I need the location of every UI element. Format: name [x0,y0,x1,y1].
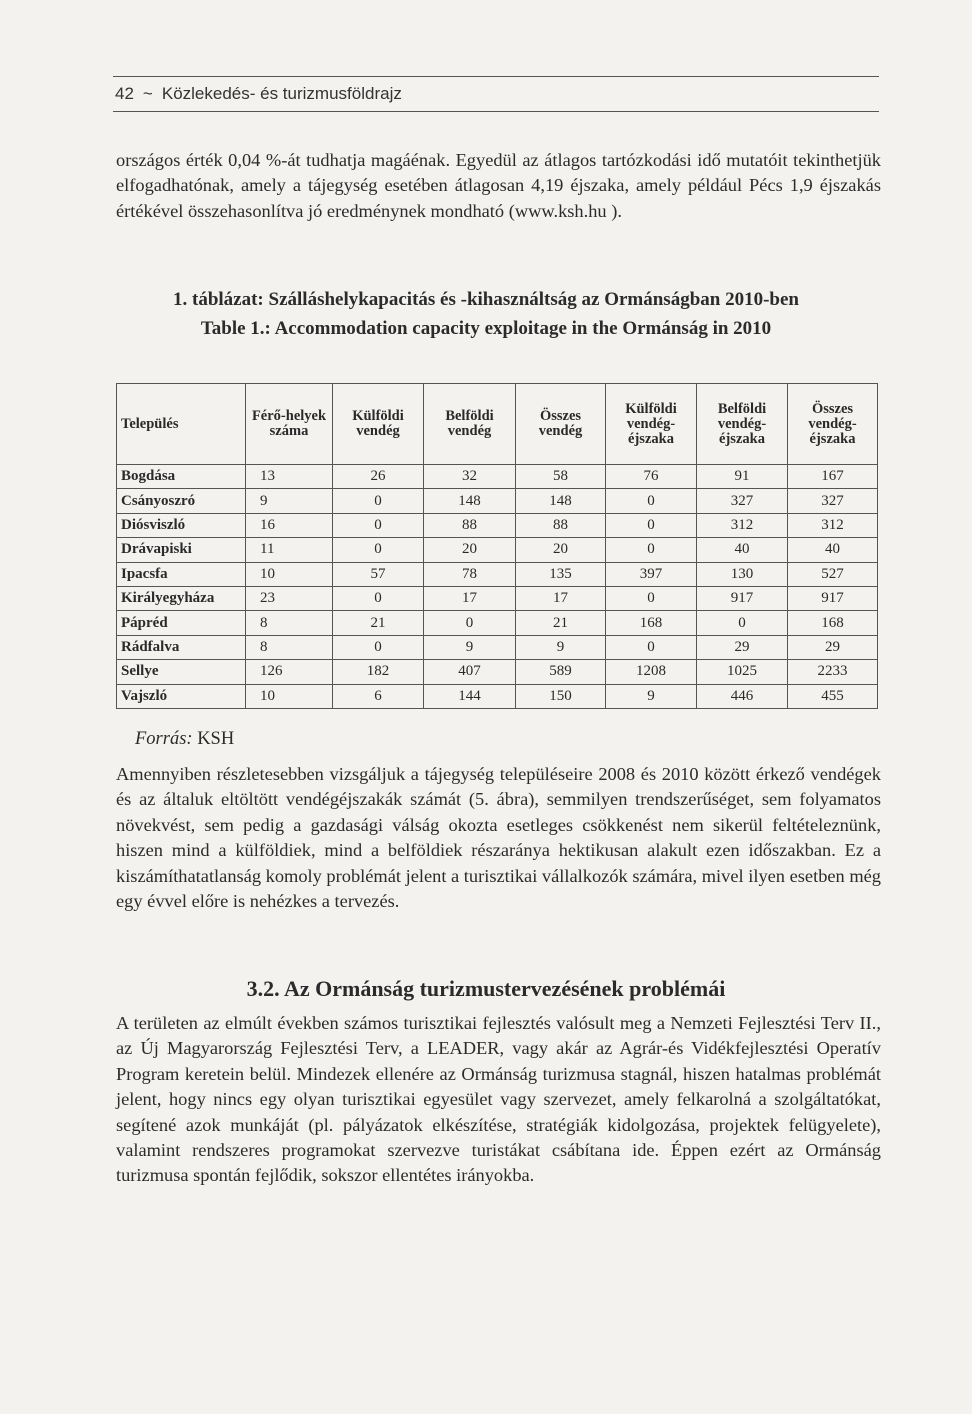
column-header: Belföldi vendég-éjszaka [697,384,788,465]
column-header: Külföldi vendég [333,384,424,465]
settlement-name-cell: Csányoszró [117,489,246,513]
value-cell: 58 [516,465,606,489]
value-cell: 91 [697,465,788,489]
value-cell: 917 [697,586,788,610]
value-cell: 40 [697,538,788,562]
table-row [117,513,878,537]
value-cell: 0 [606,538,697,562]
value-cell: 88 [516,513,606,537]
value-cell: 17 [516,586,606,610]
value-cell: 29 [788,635,878,659]
value-cell: 0 [606,635,697,659]
value-cell: 455 [788,684,878,708]
value-cell: 0 [333,538,424,562]
value-cell: 148 [424,489,516,513]
value-cell: 327 [697,489,788,513]
value-cell: 168 [788,611,878,635]
value-cell: 0 [424,611,516,635]
column-header: Összes vendég-éjszaka [788,384,878,465]
table-caption-english: Table 1.: Accommodation capacity exploitage in the Ormánság in 2010 [200,318,772,339]
table-row [117,660,878,684]
value-cell: 32 [424,465,516,489]
running-title: Közlekedés- és turizmusföldrajz [161,84,402,103]
settlement-name-cell: Diósviszló [117,513,246,537]
table-row [117,538,878,562]
table-row [117,489,878,513]
value-cell: 20 [424,538,516,562]
value-cell: 0 [333,489,424,513]
table-header-row [117,384,878,465]
value-cell: 9 [606,684,697,708]
value-cell: 917 [788,586,878,610]
table-caption-hungarian: 1. táblázat: Szálláshelykapacitás és -kihasználtság az Ormánságban 2010-ben [173,289,799,310]
value-cell: 0 [697,611,788,635]
value-cell: 126 [246,660,333,684]
value-cell: 1025 [697,660,788,684]
table-row [117,586,878,610]
value-cell: 527 [788,562,878,586]
value-cell: 0 [333,635,424,659]
value-cell: 327 [788,489,878,513]
settlement-name-cell: Királyegyháza [117,586,246,610]
value-cell: 76 [606,465,697,489]
settlement-name-cell: Sellye [117,660,246,684]
table-row [117,611,878,635]
header-separator: ~ [142,84,153,103]
value-cell: 397 [606,562,697,586]
value-cell: 312 [697,513,788,537]
table-row [117,562,878,586]
source-label: Forrás: [135,729,193,749]
value-cell: 407 [424,660,516,684]
value-cell: 0 [333,513,424,537]
settlement-name-cell: Ipacsfa [117,562,246,586]
value-cell: 144 [424,684,516,708]
value-cell: 168 [606,611,697,635]
page-number: 42 [115,84,134,103]
settlement-name-cell: Pápréd [117,611,246,635]
paragraph-analysis: Amennyiben részletesebben vizsgáljuk a tájegység településeire 2008 és 2010 között érkező vendégek és az általuk eltöltött vendégéjszakák számát (5. ábra), semmilyen trendszerűséget, sem folyamatos növekvést, sem pedig a gazdasági válság okozta esetleges csökkenést nem sikerül feltételeznünk, hiszen mind a külföldiek, mind a belföldiek részaránya hektikusan alakult ezen időszakban. Ez a kiszámíthatatlanság komoly problémát jelent a turisztikai vállalkozók számára, mivel ilyen esetben még egy évvel előre is nehézkes a tervezés. [116,764,882,912]
value-cell: 0 [606,513,697,537]
column-header: Belföldi vendég [424,384,516,465]
value-cell: 20 [516,538,606,562]
running-header [113,76,879,112]
value-cell: 9 [246,489,333,513]
value-cell: 2233 [788,660,878,684]
value-cell: 9 [424,635,516,659]
value-cell: 182 [333,660,424,684]
value-cell: 167 [788,465,878,489]
paragraph-intro: országos érték 0,04 %-át tudhatja magáénak. Egyedül az átlagos tartózkodási idő mutatóit tekinthetjük elfogadhatónak, amely a tájegység esetében átlagosan 4,19 éjszaka, amely például Pécs 1,9 éjszakás értékével összehasonlítva jó eredménynek mondható (www.ksh.hu ). [116,150,881,221]
table-row [117,465,878,489]
table-source [135,729,234,750]
value-cell: 6 [333,684,424,708]
column-header: Település [117,384,246,465]
settlement-name-cell: Rádfalva [117,635,246,659]
accommodation-table [116,383,878,709]
value-cell: 57 [333,562,424,586]
value-cell: 9 [516,635,606,659]
value-cell: 0 [606,489,697,513]
settlement-name-cell: Bogdása [117,465,246,489]
value-cell: 312 [788,513,878,537]
value-cell: 130 [697,562,788,586]
section-heading: 3.2. Az Ormánság turizmustervezésének problémái [246,976,726,1001]
value-cell: 78 [424,562,516,586]
value-cell: 13 [246,465,333,489]
value-cell: 23 [246,586,333,610]
value-cell: 148 [516,489,606,513]
column-header: Összes vendég [516,384,606,465]
table-row [117,684,878,708]
value-cell: 135 [516,562,606,586]
value-cell: 8 [246,611,333,635]
value-cell: 16 [246,513,333,537]
value-cell: 29 [697,635,788,659]
value-cell: 26 [333,465,424,489]
value-cell: 10 [246,562,333,586]
value-cell: 10 [246,684,333,708]
value-cell: 0 [333,586,424,610]
settlement-name-cell: Drávapiski [117,538,246,562]
value-cell: 11 [246,538,333,562]
settlement-name-cell: Vajszló [117,684,246,708]
value-cell: 150 [516,684,606,708]
column-header: Külföldi vendég-éjszaka [606,384,697,465]
column-header: Férő-helyek száma [246,384,333,465]
value-cell: 88 [424,513,516,537]
value-cell: 0 [606,586,697,610]
value-cell: 1208 [606,660,697,684]
value-cell: 17 [424,586,516,610]
value-cell: 21 [516,611,606,635]
value-cell: 446 [697,684,788,708]
value-cell: 8 [246,635,333,659]
source-value: KSH [197,729,235,749]
value-cell: 21 [333,611,424,635]
paragraph-development: A területen az elmúlt években számos turisztikai fejlesztés valósult meg a Nemzeti Fejlesztési Terv II., az Új Magyarország Fejlesztési Terv, a LEADER, vagy akár az Agrár-és Vidékfejlesztési Operatív Program keretein belül. Mindezek ellenére az Ormánság turizmusa stagnál, hiszen hatalmas problémát jelent, hogy nincs egy olyan turisztikai egyesület vagy szervezet, amely felkarolná a szolgáltatókat, segítené azok munkáját (pl. pályázatok elkészítése, stratégiák kidolgozása, projektek felügyelete), valamint rendszeres programokat szervezve turistákat csábítana ide. Éppen ezért az Ormánság turizmusa spontán fejlődik, sokszor ellentétes irányokba. [116,1013,881,1186]
table-row [117,635,878,659]
value-cell: 40 [788,538,878,562]
value-cell: 589 [516,660,606,684]
